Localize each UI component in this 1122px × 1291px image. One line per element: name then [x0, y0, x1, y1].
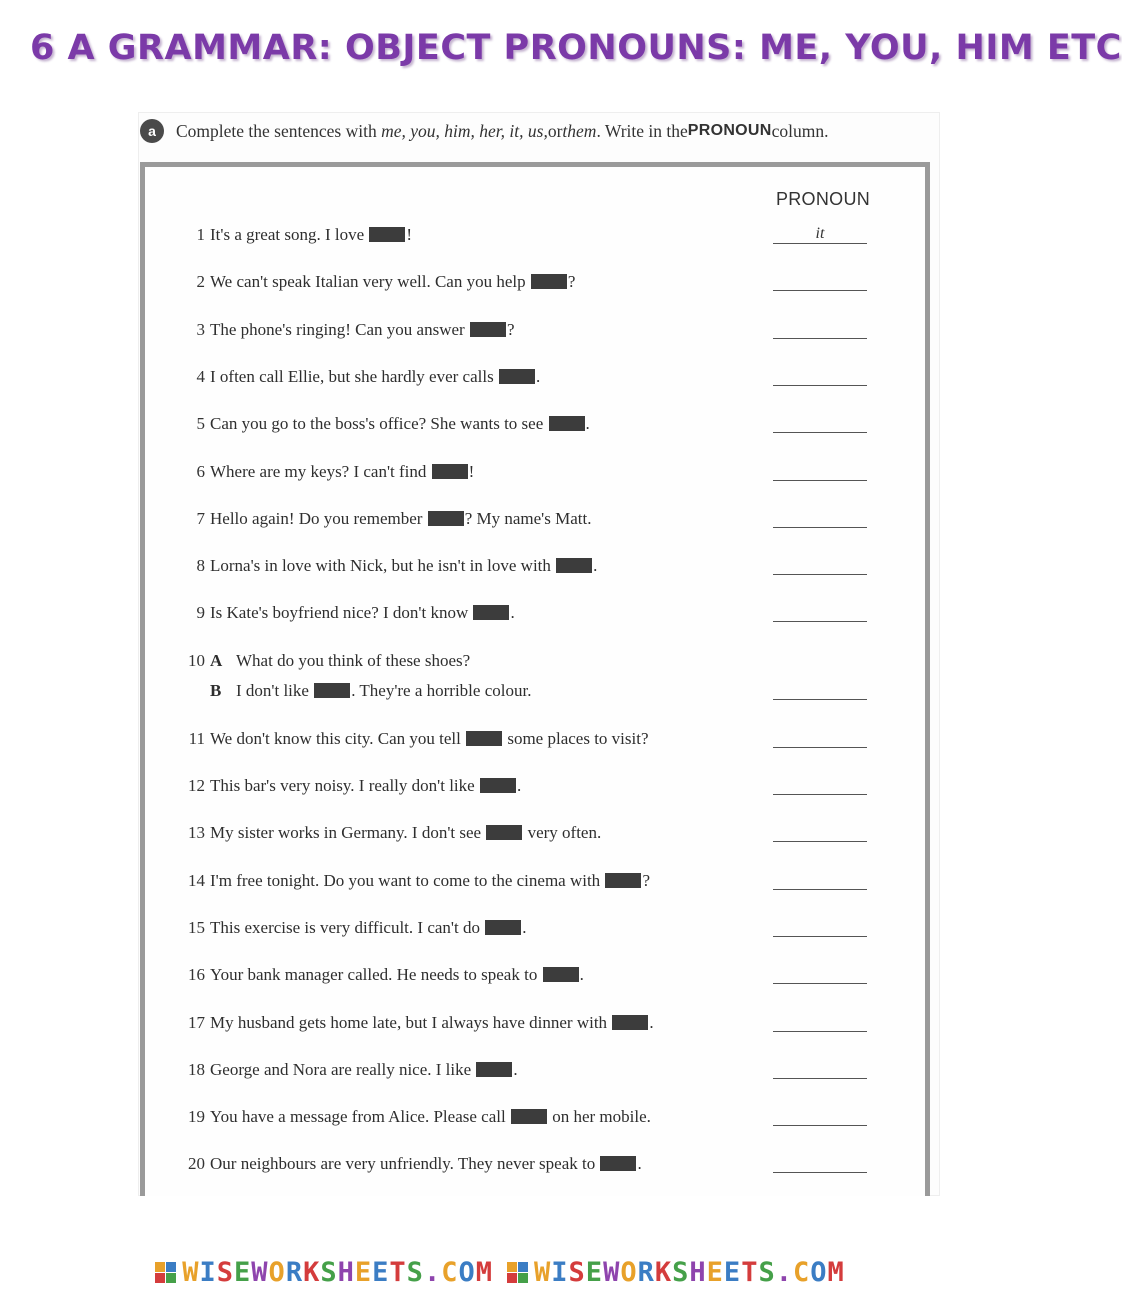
exercise-row	[145, 550, 925, 580]
blank-gap	[485, 920, 521, 935]
blank-gap	[314, 683, 350, 698]
sentence-text-before: I'm free tonight. Do you want to come to the cinema with	[210, 870, 605, 890]
item-number: 14	[188, 870, 205, 890]
worksheet-scan	[138, 112, 940, 1196]
item-sentence	[210, 776, 521, 796]
sentence-text-after: .	[535, 366, 541, 386]
instruction-them: them	[562, 120, 597, 141]
sentence-text-before: This exercise is very difficult. I can't do	[210, 917, 485, 937]
exercise-row	[145, 817, 925, 847]
exercise-row	[145, 723, 925, 753]
sentence-text-after: .	[513, 1059, 518, 1079]
exercise-instruction	[138, 116, 938, 146]
answer-field[interactable]	[773, 729, 867, 748]
exercise-row	[145, 1148, 925, 1178]
sentence-text-before: Is Kate's boyfriend nice? I don't know	[210, 603, 473, 623]
item-number: 13	[188, 823, 205, 843]
blank-gap	[476, 1062, 512, 1077]
exercise-row	[145, 645, 925, 707]
sentence-text-before: We don't know this city. Can you tell	[210, 728, 466, 748]
answer-field[interactable]	[773, 462, 867, 481]
item-number: 6	[196, 461, 205, 481]
item-number: 5	[196, 414, 205, 434]
sentence-text-after: .	[649, 1012, 654, 1032]
item-number: 15	[188, 917, 205, 937]
item-sentence	[210, 272, 575, 292]
item-sentence	[210, 651, 531, 711]
exercise-row	[145, 266, 925, 296]
item-sentence	[210, 965, 584, 985]
blank-gap	[543, 967, 579, 982]
watermark-logo-icon	[507, 1262, 528, 1283]
instruction-text-or: or	[547, 120, 563, 141]
sentence-text-after: ?	[506, 319, 515, 339]
answer-field[interactable]	[773, 871, 867, 890]
item-sentence	[210, 367, 540, 387]
sentence-text-before: Your bank manager called. He needs to speak to	[210, 965, 542, 985]
sentence-text-before: We can't speak Italian very well. Can you help	[210, 272, 530, 292]
sentence-text-after: very often.	[523, 823, 602, 843]
sentence-text-after: !	[406, 225, 413, 244]
blank-gap	[432, 464, 468, 479]
instruction-bold-pronoun: PRONOUN	[687, 122, 772, 139]
answer-field[interactable]	[773, 509, 867, 528]
dialogue-text: What do you think of these shoes?	[236, 650, 471, 670]
exercise-row	[145, 1101, 925, 1131]
sentence-text-after: .	[579, 965, 584, 985]
answer-field[interactable]	[773, 320, 867, 339]
item-sentence	[210, 603, 515, 623]
sentence-text-before: Where are my keys? I can't find	[210, 461, 431, 481]
blank-gap	[466, 731, 502, 746]
watermark-2	[507, 1257, 845, 1288]
item-sentence	[210, 225, 412, 245]
sentence-text-after: ? My name's Matt.	[464, 508, 592, 528]
watermark-text: WISEWORKSHEETS.COM	[182, 1256, 493, 1288]
item-sentence	[210, 1154, 642, 1174]
item-number: 18	[188, 1059, 205, 1079]
sentence-text-after: on her mobile.	[547, 1107, 651, 1127]
item-number: 11	[188, 728, 205, 748]
blank-gap	[605, 873, 641, 888]
item-sentence	[210, 729, 649, 749]
dialogue-line-a	[210, 651, 531, 681]
blank-gap	[369, 227, 405, 242]
sentence-text-before: George and Nora are really nice. I like	[210, 1059, 476, 1079]
answer-field[interactable]	[773, 1154, 867, 1173]
item-sentence	[210, 509, 591, 529]
exercise-row	[145, 770, 925, 800]
blank-gap	[499, 369, 535, 384]
answer-field[interactable]	[773, 681, 867, 700]
pronoun-column-header: PRONOUN	[775, 189, 871, 209]
sentence-text-after: .	[516, 776, 522, 795]
item-number: 20	[188, 1154, 205, 1174]
sentence-text-before: My husband gets home late, but I always have dinner with	[210, 1012, 612, 1032]
watermark-text: WISEWORKSHEETS.COM	[534, 1256, 845, 1288]
exercise-row	[145, 1054, 925, 1084]
item-sentence	[210, 414, 590, 434]
instruction-text-mid: . Write in the	[596, 120, 688, 141]
item-sentence	[210, 1013, 654, 1033]
item-number: 1	[196, 225, 205, 244]
sentence-text-before: Our neighbours are very unfriendly. They never speak to	[210, 1154, 600, 1174]
blank-gap	[480, 778, 516, 793]
answer-field[interactable]	[773, 1107, 867, 1126]
sentence-text-before: I often call Ellie, but she hardly ever calls	[210, 366, 498, 386]
answer-field[interactable]	[773, 367, 867, 386]
item-number: 2	[196, 272, 205, 292]
watermark-logo-icon	[155, 1262, 176, 1283]
item-number: 17	[188, 1012, 205, 1032]
blank-gap	[531, 274, 567, 289]
sentence-text-before: Hello again! Do you remember	[210, 508, 427, 528]
sentence-text-after: .	[585, 414, 590, 434]
item-number: 7	[196, 508, 205, 528]
item-number: 9	[196, 603, 205, 623]
exercise-box	[140, 162, 930, 1196]
sentence-text-after: !	[468, 461, 475, 481]
sentence-text-after: .	[637, 1154, 642, 1174]
item-number: 10	[188, 650, 205, 670]
answer-field[interactable]	[773, 1060, 867, 1079]
answer-field[interactable]	[773, 556, 867, 575]
exercise-row	[145, 361, 925, 391]
blank-gap	[612, 1015, 648, 1030]
blank-gap	[556, 558, 592, 573]
sentence-text-after: .	[522, 917, 527, 937]
item-number: 3	[196, 319, 205, 339]
speaker-label: B	[210, 680, 222, 700]
item-sentence	[210, 918, 526, 938]
exercise-badge: a	[140, 119, 164, 143]
blank-gap	[486, 825, 522, 840]
answer-field[interactable]	[773, 965, 867, 984]
sentence-text-before: This bar's very noisy. I really don't like	[210, 776, 479, 795]
blank-gap	[600, 1156, 636, 1171]
answer-field[interactable]	[773, 1013, 867, 1032]
sentence-text-after: ?	[567, 272, 576, 292]
blank-gap	[470, 322, 506, 337]
answer-field[interactable]: it	[773, 225, 867, 244]
answer-field[interactable]	[773, 823, 867, 842]
item-number: 4	[196, 366, 205, 386]
sentence-text-after: . They're a horrible colour.	[351, 680, 532, 700]
sentence-text-before: Can you go to the boss's office? She wants to see	[210, 414, 548, 434]
sentence-text-after: .	[510, 603, 515, 623]
sentence-text-before: It's a great song. I love	[210, 225, 369, 244]
item-sentence	[210, 1060, 518, 1080]
sentence-text-before: Lorna's in love with Nick, but he isn't in love with	[210, 556, 556, 576]
answer-field[interactable]	[773, 414, 867, 433]
item-number: 16	[188, 965, 205, 985]
instruction-text-end: column.	[771, 120, 829, 141]
item-sentence	[210, 823, 601, 843]
exercise-row	[145, 912, 925, 942]
speaker-label: A	[210, 650, 223, 670]
item-number: 19	[188, 1107, 205, 1127]
exercise-row	[145, 597, 925, 627]
item-number: 8	[196, 556, 205, 576]
blank-gap	[428, 511, 464, 526]
sentence-text-after: .	[593, 556, 598, 576]
answer-field[interactable]	[773, 918, 867, 937]
sentence-text-after: ?	[642, 870, 650, 890]
footer-watermark	[0, 1253, 1000, 1291]
answer-field[interactable]	[773, 776, 867, 795]
sentence-text-before: You have a message from Alice. Please call	[210, 1107, 510, 1127]
sentence-text-after: some places to visit?	[503, 728, 649, 748]
item-sentence	[210, 320, 515, 340]
blank-gap	[473, 605, 509, 620]
item-sentence	[210, 556, 597, 576]
exercise-row	[145, 456, 925, 486]
item-sentence	[210, 1107, 651, 1127]
instruction-pronouns: me, you, him, her, it, us,	[381, 120, 548, 141]
exercise-row	[145, 219, 925, 249]
instruction-text-start: Complete the sentences with	[176, 120, 377, 141]
exercise-row	[145, 314, 925, 344]
exercise-row	[145, 408, 925, 438]
exercise-row	[145, 1007, 925, 1037]
exercise-row	[145, 865, 925, 895]
item-number: 12	[188, 776, 205, 795]
watermark-1	[155, 1257, 493, 1288]
exercise-row	[145, 503, 925, 533]
item-sentence	[210, 871, 650, 891]
answer-field[interactable]	[773, 603, 867, 622]
sentence-text-before: The phone's ringing! Can you answer	[210, 319, 469, 339]
answer-field[interactable]	[773, 272, 867, 291]
page-title: 6 A GRAMMAR: OBJECT PRONOUNS: ME, YOU, HIM ETC	[30, 28, 1122, 68]
blank-gap	[511, 1109, 547, 1124]
exercise-row	[145, 959, 925, 989]
sentence-text-before: My sister works in Germany. I don't see	[210, 823, 486, 843]
sentence-text-before: I don't like	[236, 680, 314, 700]
blank-gap	[549, 416, 585, 431]
item-sentence	[210, 462, 474, 482]
